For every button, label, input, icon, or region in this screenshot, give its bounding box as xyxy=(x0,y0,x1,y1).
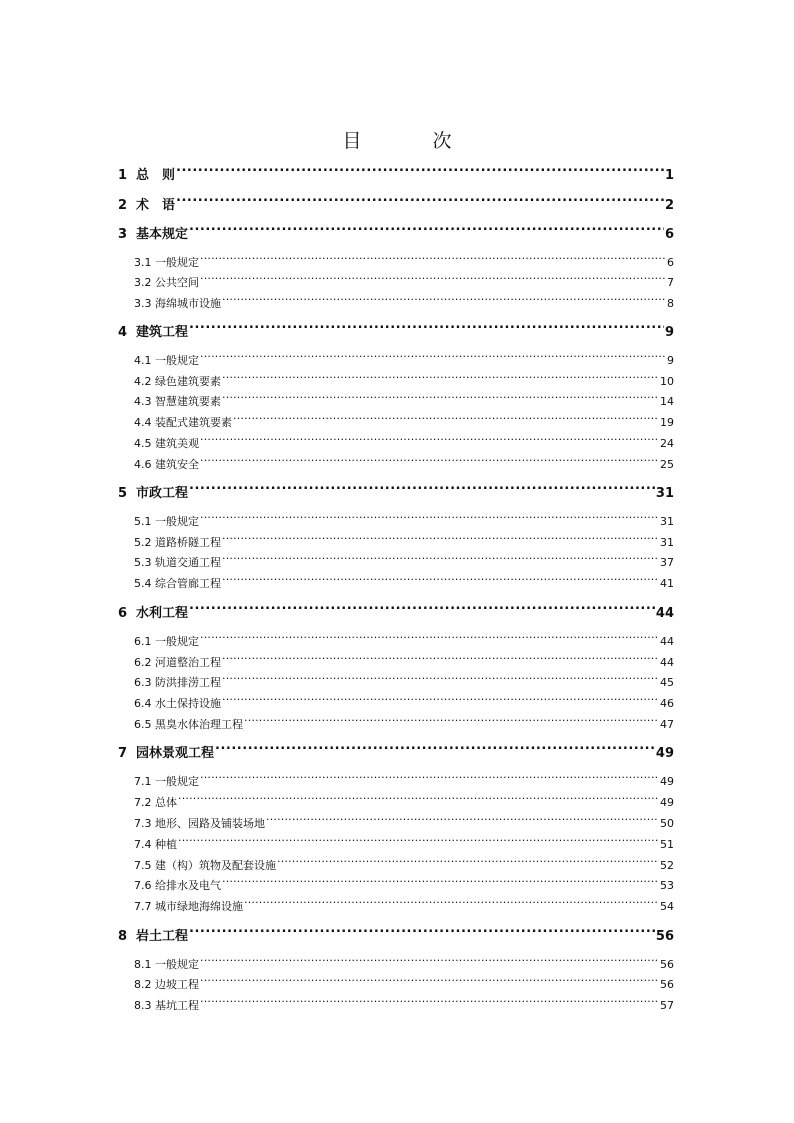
dot-leader xyxy=(200,275,666,286)
entry-number: 6.1 xyxy=(134,635,152,648)
entry-label: 建筑美观 xyxy=(155,437,199,450)
dot-leader xyxy=(176,196,664,209)
entry-number: 7.6 xyxy=(134,879,152,892)
entry-number: 7.7 xyxy=(134,900,152,913)
entry-number: 4 xyxy=(118,325,128,340)
entry-number: 5.1 xyxy=(134,515,152,528)
entry-number: 5 xyxy=(118,486,128,501)
entry-label: 园林景观工程 xyxy=(136,746,215,761)
entry-number: 8.2 xyxy=(134,978,152,991)
toc-section[interactable] xyxy=(118,857,674,875)
entry-number: 7.1 xyxy=(134,775,152,788)
dot-leader xyxy=(222,576,659,587)
entry-page: 49 xyxy=(655,746,674,761)
entry-number: 4.1 xyxy=(134,354,152,367)
entry-page: 14 xyxy=(660,395,674,408)
entry-page: 54 xyxy=(660,900,674,913)
dot-leader xyxy=(222,535,659,546)
entry-page: 6 xyxy=(667,256,674,269)
toc-section[interactable] xyxy=(118,997,674,1015)
entry-label: 一般规定 xyxy=(155,775,199,788)
toc-section[interactable] xyxy=(118,956,674,974)
entry-number: 6.3 xyxy=(134,676,152,689)
entry-label: 建（构）筑物及配套设施 xyxy=(155,859,276,872)
entry-number: 4.5 xyxy=(134,437,152,450)
entry-number: 7.2 xyxy=(134,796,152,809)
entry-number: 8 xyxy=(118,929,128,944)
dot-leader xyxy=(200,998,659,1009)
entry-label: 种植 xyxy=(155,838,177,851)
entry-label: 河道整治工程 xyxy=(155,656,221,669)
entry-number: 4.2 xyxy=(134,375,152,388)
entry-number: 3 xyxy=(118,227,128,242)
entry-number: 7.5 xyxy=(134,859,152,872)
dot-leader xyxy=(200,514,659,525)
entry-label: 防洪排涝工程 xyxy=(155,676,221,689)
toc-chapter[interactable] xyxy=(118,484,674,504)
dot-leader xyxy=(222,374,659,385)
toc-section[interactable] xyxy=(118,513,674,531)
toc-section[interactable] xyxy=(118,976,674,994)
dot-leader xyxy=(200,634,659,645)
entry-number: 7.4 xyxy=(134,838,152,851)
toc-section[interactable] xyxy=(118,877,674,895)
entry-page: 41 xyxy=(660,577,674,590)
entry-label: 综合管廊工程 xyxy=(155,577,221,590)
dot-leader xyxy=(215,744,655,757)
dot-leader xyxy=(178,837,659,848)
dot-leader xyxy=(189,323,664,336)
entry-label: 水利工程 xyxy=(136,606,189,621)
entry-page: 57 xyxy=(660,999,674,1012)
toc-section[interactable] xyxy=(118,654,674,672)
dot-leader xyxy=(200,774,659,785)
toc-section[interactable] xyxy=(118,435,674,453)
dot-leader xyxy=(222,675,659,686)
toc-section[interactable] xyxy=(118,898,674,916)
dot-leader xyxy=(244,899,659,910)
entry-label: 绿色建筑要素 xyxy=(155,375,221,388)
entry-label: 基本规定 xyxy=(136,227,189,242)
dot-leader xyxy=(189,225,664,238)
entry-page: 1 xyxy=(664,168,674,183)
entry-label: 建筑安全 xyxy=(155,458,199,471)
dot-leader xyxy=(200,957,659,968)
entry-page: 47 xyxy=(660,718,674,731)
dot-leader xyxy=(200,457,659,468)
entry-page: 44 xyxy=(660,635,674,648)
toc-chapter[interactable] xyxy=(118,604,674,624)
entry-page: 52 xyxy=(660,859,674,872)
toc-chapter[interactable] xyxy=(118,196,674,216)
dot-leader xyxy=(222,555,659,566)
entry-label: 地形、园路及铺装场地 xyxy=(155,817,265,830)
entry-label: 总 则 xyxy=(136,168,176,183)
entry-page: 8 xyxy=(667,297,674,310)
toc-section[interactable] xyxy=(118,794,674,812)
entry-number: 3.1 xyxy=(134,256,152,269)
entry-number: 8.3 xyxy=(134,999,152,1012)
entry-page: 31 xyxy=(660,515,674,528)
entry-page: 56 xyxy=(660,958,674,971)
entry-number: 2 xyxy=(118,198,128,213)
dot-leader xyxy=(277,858,659,869)
entry-number: 7.3 xyxy=(134,817,152,830)
entry-page: 50 xyxy=(660,817,674,830)
dot-leader xyxy=(200,977,659,988)
entry-page: 9 xyxy=(667,354,674,367)
toc-section[interactable] xyxy=(118,716,674,734)
entry-label: 给排水及电气 xyxy=(155,879,221,892)
entry-page: 46 xyxy=(660,697,674,710)
toc-section[interactable] xyxy=(118,575,674,593)
dot-leader xyxy=(233,415,659,426)
entry-number: 6.2 xyxy=(134,656,152,669)
dot-leader xyxy=(222,878,659,889)
entry-number: 4.6 xyxy=(134,458,152,471)
entry-label: 市政工程 xyxy=(136,486,189,501)
toc-chapter[interactable] xyxy=(118,927,674,947)
dot-leader xyxy=(176,166,664,179)
dot-leader xyxy=(189,484,655,497)
toc-section[interactable] xyxy=(118,414,674,432)
dot-leader xyxy=(200,436,659,447)
entry-page: 9 xyxy=(664,325,674,340)
toc-section[interactable] xyxy=(118,534,674,552)
entry-page: 56 xyxy=(660,978,674,991)
entry-page: 45 xyxy=(660,676,674,689)
dot-leader xyxy=(222,655,659,666)
toc-section[interactable] xyxy=(118,373,674,391)
dot-leader xyxy=(222,394,659,405)
toc-section[interactable] xyxy=(118,695,674,713)
entry-label: 建筑工程 xyxy=(136,325,189,340)
entry-number: 6.5 xyxy=(134,718,152,731)
dot-leader xyxy=(189,927,655,940)
entry-page: 25 xyxy=(660,458,674,471)
toc-chapter[interactable] xyxy=(118,323,674,343)
entry-page: 51 xyxy=(660,838,674,851)
entry-page: 31 xyxy=(655,486,674,501)
entry-number: 7 xyxy=(118,746,128,761)
entry-page: 31 xyxy=(660,536,674,549)
entry-page: 53 xyxy=(660,879,674,892)
dot-leader xyxy=(244,717,659,728)
entry-label: 基坑工程 xyxy=(155,999,199,1012)
entry-number: 1 xyxy=(118,168,128,183)
toc-section[interactable] xyxy=(118,393,674,411)
entry-label: 城市绿地海绵设施 xyxy=(155,900,243,913)
dot-leader xyxy=(222,696,659,707)
entry-number: 3.2 xyxy=(134,276,152,289)
dot-leader xyxy=(178,795,659,806)
entry-page: 37 xyxy=(660,556,674,569)
dot-leader xyxy=(222,296,666,307)
entry-page: 44 xyxy=(655,606,674,621)
toc-section[interactable] xyxy=(118,836,674,854)
entry-label: 道路桥隧工程 xyxy=(155,536,221,549)
toc-chapter[interactable] xyxy=(118,225,674,245)
entry-page: 49 xyxy=(660,775,674,788)
entry-number: 6 xyxy=(118,606,128,621)
entry-label: 岩土工程 xyxy=(136,929,189,944)
entry-label: 智慧建筑要素 xyxy=(155,395,221,408)
entry-label: 轨道交通工程 xyxy=(155,556,221,569)
entry-number: 3.3 xyxy=(134,297,152,310)
entry-label: 一般规定 xyxy=(155,958,199,971)
entry-number: 5.4 xyxy=(134,577,152,590)
entry-label: 水土保持设施 xyxy=(155,697,221,710)
entry-label: 边坡工程 xyxy=(155,978,199,991)
toc-section[interactable] xyxy=(118,674,674,692)
page-title: 目 次 xyxy=(342,130,478,152)
entry-label: 总体 xyxy=(155,796,177,809)
toc-section[interactable] xyxy=(118,633,674,651)
entry-label: 公共空间 xyxy=(155,276,199,289)
toc-chapter[interactable] xyxy=(118,744,674,764)
dot-leader xyxy=(189,604,655,617)
toc-section[interactable] xyxy=(118,274,674,292)
entry-number: 5.3 xyxy=(134,556,152,569)
entry-number: 4.4 xyxy=(134,416,152,429)
toc-section[interactable] xyxy=(118,295,674,313)
entry-page: 56 xyxy=(655,929,674,944)
dot-leader xyxy=(200,255,666,266)
dot-leader xyxy=(200,353,666,364)
entry-label: 一般规定 xyxy=(155,515,199,528)
entry-page: 44 xyxy=(660,656,674,669)
entry-page: 49 xyxy=(660,796,674,809)
toc-section[interactable] xyxy=(118,815,674,833)
toc-chapter[interactable] xyxy=(118,166,674,186)
entry-number: 8.1 xyxy=(134,958,152,971)
entry-page: 2 xyxy=(664,198,674,213)
entry-number: 6.4 xyxy=(134,697,152,710)
entry-label: 装配式建筑要素 xyxy=(155,416,232,429)
dot-leader xyxy=(266,816,659,827)
toc-section[interactable] xyxy=(118,254,674,272)
toc-section[interactable] xyxy=(118,773,674,791)
entry-page: 10 xyxy=(660,375,674,388)
entry-label: 一般规定 xyxy=(155,256,199,269)
entry-label: 黑臭水体治理工程 xyxy=(155,718,243,731)
toc-section[interactable] xyxy=(118,554,674,572)
entry-page: 6 xyxy=(664,227,674,242)
toc-section[interactable] xyxy=(118,456,674,474)
entry-label: 一般规定 xyxy=(155,635,199,648)
entry-page: 7 xyxy=(667,276,674,289)
entry-number: 5.2 xyxy=(134,536,152,549)
entry-label: 海绵城市设施 xyxy=(155,297,221,310)
entry-page: 19 xyxy=(660,416,674,429)
entry-label: 术 语 xyxy=(136,198,176,213)
entry-page: 24 xyxy=(660,437,674,450)
toc-section[interactable] xyxy=(118,352,674,370)
entry-number: 4.3 xyxy=(134,395,152,408)
entry-label: 一般规定 xyxy=(155,354,199,367)
